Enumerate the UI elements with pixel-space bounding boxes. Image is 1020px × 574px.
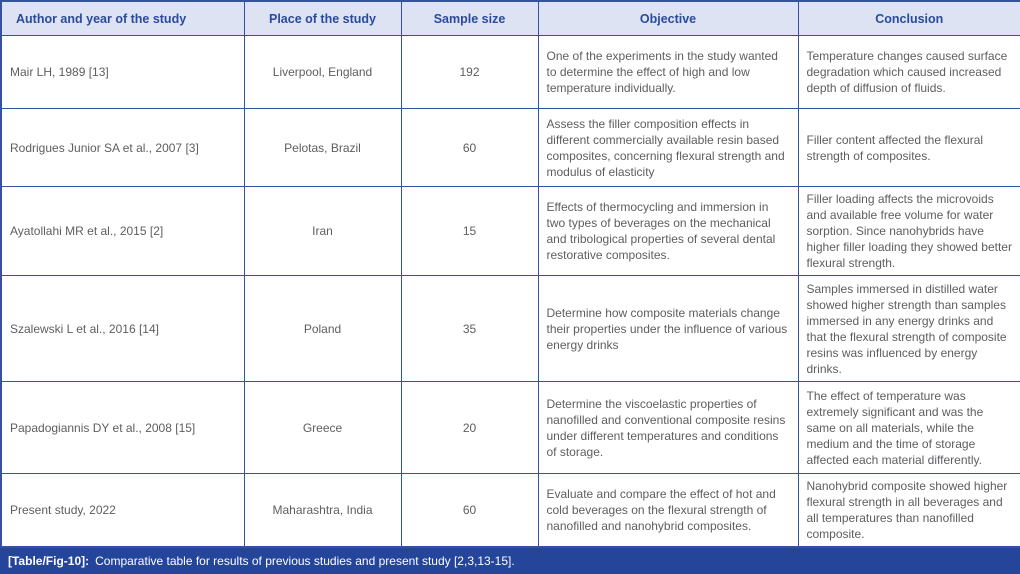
cell-sample-size: 35 xyxy=(401,276,538,382)
cell-place: Pelotas, Brazil xyxy=(244,109,401,187)
cell-sample-size: 60 xyxy=(401,474,538,548)
col-header-objective: Objective xyxy=(538,1,798,36)
table-row xyxy=(1,276,1020,382)
cell-place: Greece xyxy=(244,382,401,474)
table-row xyxy=(1,36,1020,109)
table-caption-label: [Table/Fig-10]: xyxy=(8,554,90,568)
col-header-author: Author and year of the study xyxy=(1,1,244,36)
cell-place: Liverpool, England xyxy=(244,36,401,109)
table-row xyxy=(1,382,1020,474)
cell-conclusion: Temperature changes caused surface degradation which caused increased depth of diffusion of fluids. xyxy=(798,36,1020,109)
table-header-row xyxy=(1,1,1020,36)
cell-objective: Assess the filler composition effects in different commercially available resin based composites, concerning flexural strength and modulus of elasticity xyxy=(538,109,798,187)
cell-objective: One of the experiments in the study wanted to determine the effect of high and low temperature individually. xyxy=(538,36,798,109)
cell-conclusion: Nanohybrid composite showed higher flexural strength in all beverages and all temperatures than nanofilled composite. xyxy=(798,474,1020,548)
table-row xyxy=(1,187,1020,276)
cell-sample-size: 192 xyxy=(401,36,538,109)
cell-author: Present study, 2022 xyxy=(1,474,244,548)
cell-author: Mair LH, 1989 [13] xyxy=(1,36,244,109)
table-caption xyxy=(0,548,1020,574)
cell-objective: Evaluate and compare the effect of hot and cold beverages on the flexural strength of nanofilled and nanohybrid composites. xyxy=(538,474,798,548)
table-caption-text: Comparative table for results of previous studies and present study [2,3,13-15]. xyxy=(95,554,515,568)
col-header-conclusion: Conclusion xyxy=(798,1,1020,36)
cell-author: Szalewski L et al., 2016 [14] xyxy=(1,276,244,382)
cell-conclusion: Samples immersed in distilled water showed higher strength than samples immersed in any energy drinks and that the flexural strength of composite resins was influenced by energy drinks. xyxy=(798,276,1020,382)
cell-sample-size: 15 xyxy=(401,187,538,276)
cell-sample-size: 60 xyxy=(401,109,538,187)
cell-place: Poland xyxy=(244,276,401,382)
cell-conclusion: Filler content affected the flexural strength of composites. xyxy=(798,109,1020,187)
cell-conclusion: Filler loading affects the microvoids and available free volume for water sorption. Since nanohybrids have higher filler loading they showed better flexural strength. xyxy=(798,187,1020,276)
cell-sample-size: 20 xyxy=(401,382,538,474)
cell-objective: Determine how composite materials change their properties under the influence of various energy drinks xyxy=(538,276,798,382)
cell-place: Iran xyxy=(244,187,401,276)
cell-conclusion: The effect of temperature was extremely significant and was the same on all materials, while the medium and the time of storage affected each material differently. xyxy=(798,382,1020,474)
table-row xyxy=(1,474,1020,548)
col-header-sample-size: Sample size xyxy=(401,1,538,36)
cell-objective: Determine the viscoelastic properties of nanofilled and conventional composite resins under different temperatures and conditions of storage. xyxy=(538,382,798,474)
cell-place: Maharashtra, India xyxy=(244,474,401,548)
col-header-place: Place of the study xyxy=(244,1,401,36)
cell-objective: Effects of thermocycling and immersion in two types of beverages on the mechanical and tribological properties of several dental restorative composites. xyxy=(538,187,798,276)
cell-author: Ayatollahi MR et al., 2015 [2] xyxy=(1,187,244,276)
cell-author: Papadogiannis DY et al., 2008 [15] xyxy=(1,382,244,474)
table-row xyxy=(1,109,1020,187)
cell-author: Rodrigues Junior SA et al., 2007 [3] xyxy=(1,109,244,187)
